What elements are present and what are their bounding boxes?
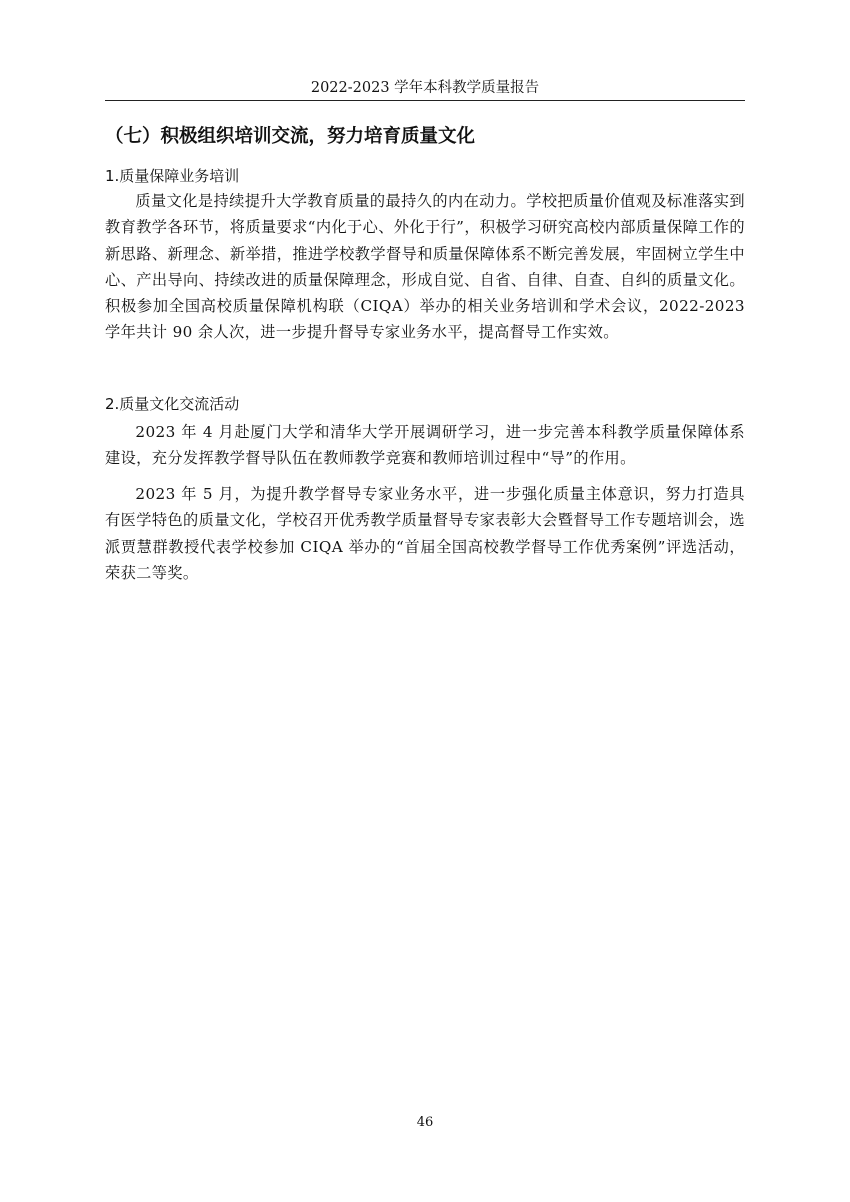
paragraph-training: 质量文化是持续提升大学教育质量的最持久的内在动力。学校把质量价值观及标准落实到教育教学各环节，将质量要求“内化于心、外化于行”，积极学习研究高校内部质量保障工作的新思路、新理念、新举措，推进学校教学督导和质量保障体系不断完善发展，牢固树立学生中心、产出导向、持续改进的质量保障理念，形成自觉、自省、自律、自查、自纠的质量文化。积极参加全国高校质量保障机构联（CIQA）举办的相关业务培训和学术会议，2022-2023 学年共计 90 余人次，进一步提升督导专家业务水平，提高督导工作实效。 <box>105 192 745 342</box>
page-number: 46 <box>416 1115 434 1130</box>
report-title: 2022-2023 学年本科教学质量报告 <box>310 80 540 96</box>
section-title: （七）积极组织培训交流，努力培育质量文化 <box>105 126 476 147</box>
subsection-heading-exchange: 2.质量文化交流活动 <box>105 395 240 413</box>
subsection-heading-training: 1.质量保障业务培训 <box>105 167 240 185</box>
paragraph-exchange-may: 2023 年 5 月，为提升教学督导专家业务水平，进一步强化质量主体意识，努力打造具有医学特色的质量文化，学校召开优秀教学质量督导专家表彰大会暨督导工作专题培训会，选派贾慧群教授代表学校参加 CIQA 举办的“首届全国高校教学督导工作优秀案例”评选活动，荣获二等奖。 <box>105 485 745 582</box>
paragraph-exchange-april: 2023 年 4 月赴厦门大学和清华大学开展调研学习，进一步完善本科教学质量保障体系建设，充分发挥教学督导队伍在教师教学竞赛和教师培训过程中“导”的作用。 <box>105 423 745 468</box>
header-divider <box>105 100 745 101</box>
